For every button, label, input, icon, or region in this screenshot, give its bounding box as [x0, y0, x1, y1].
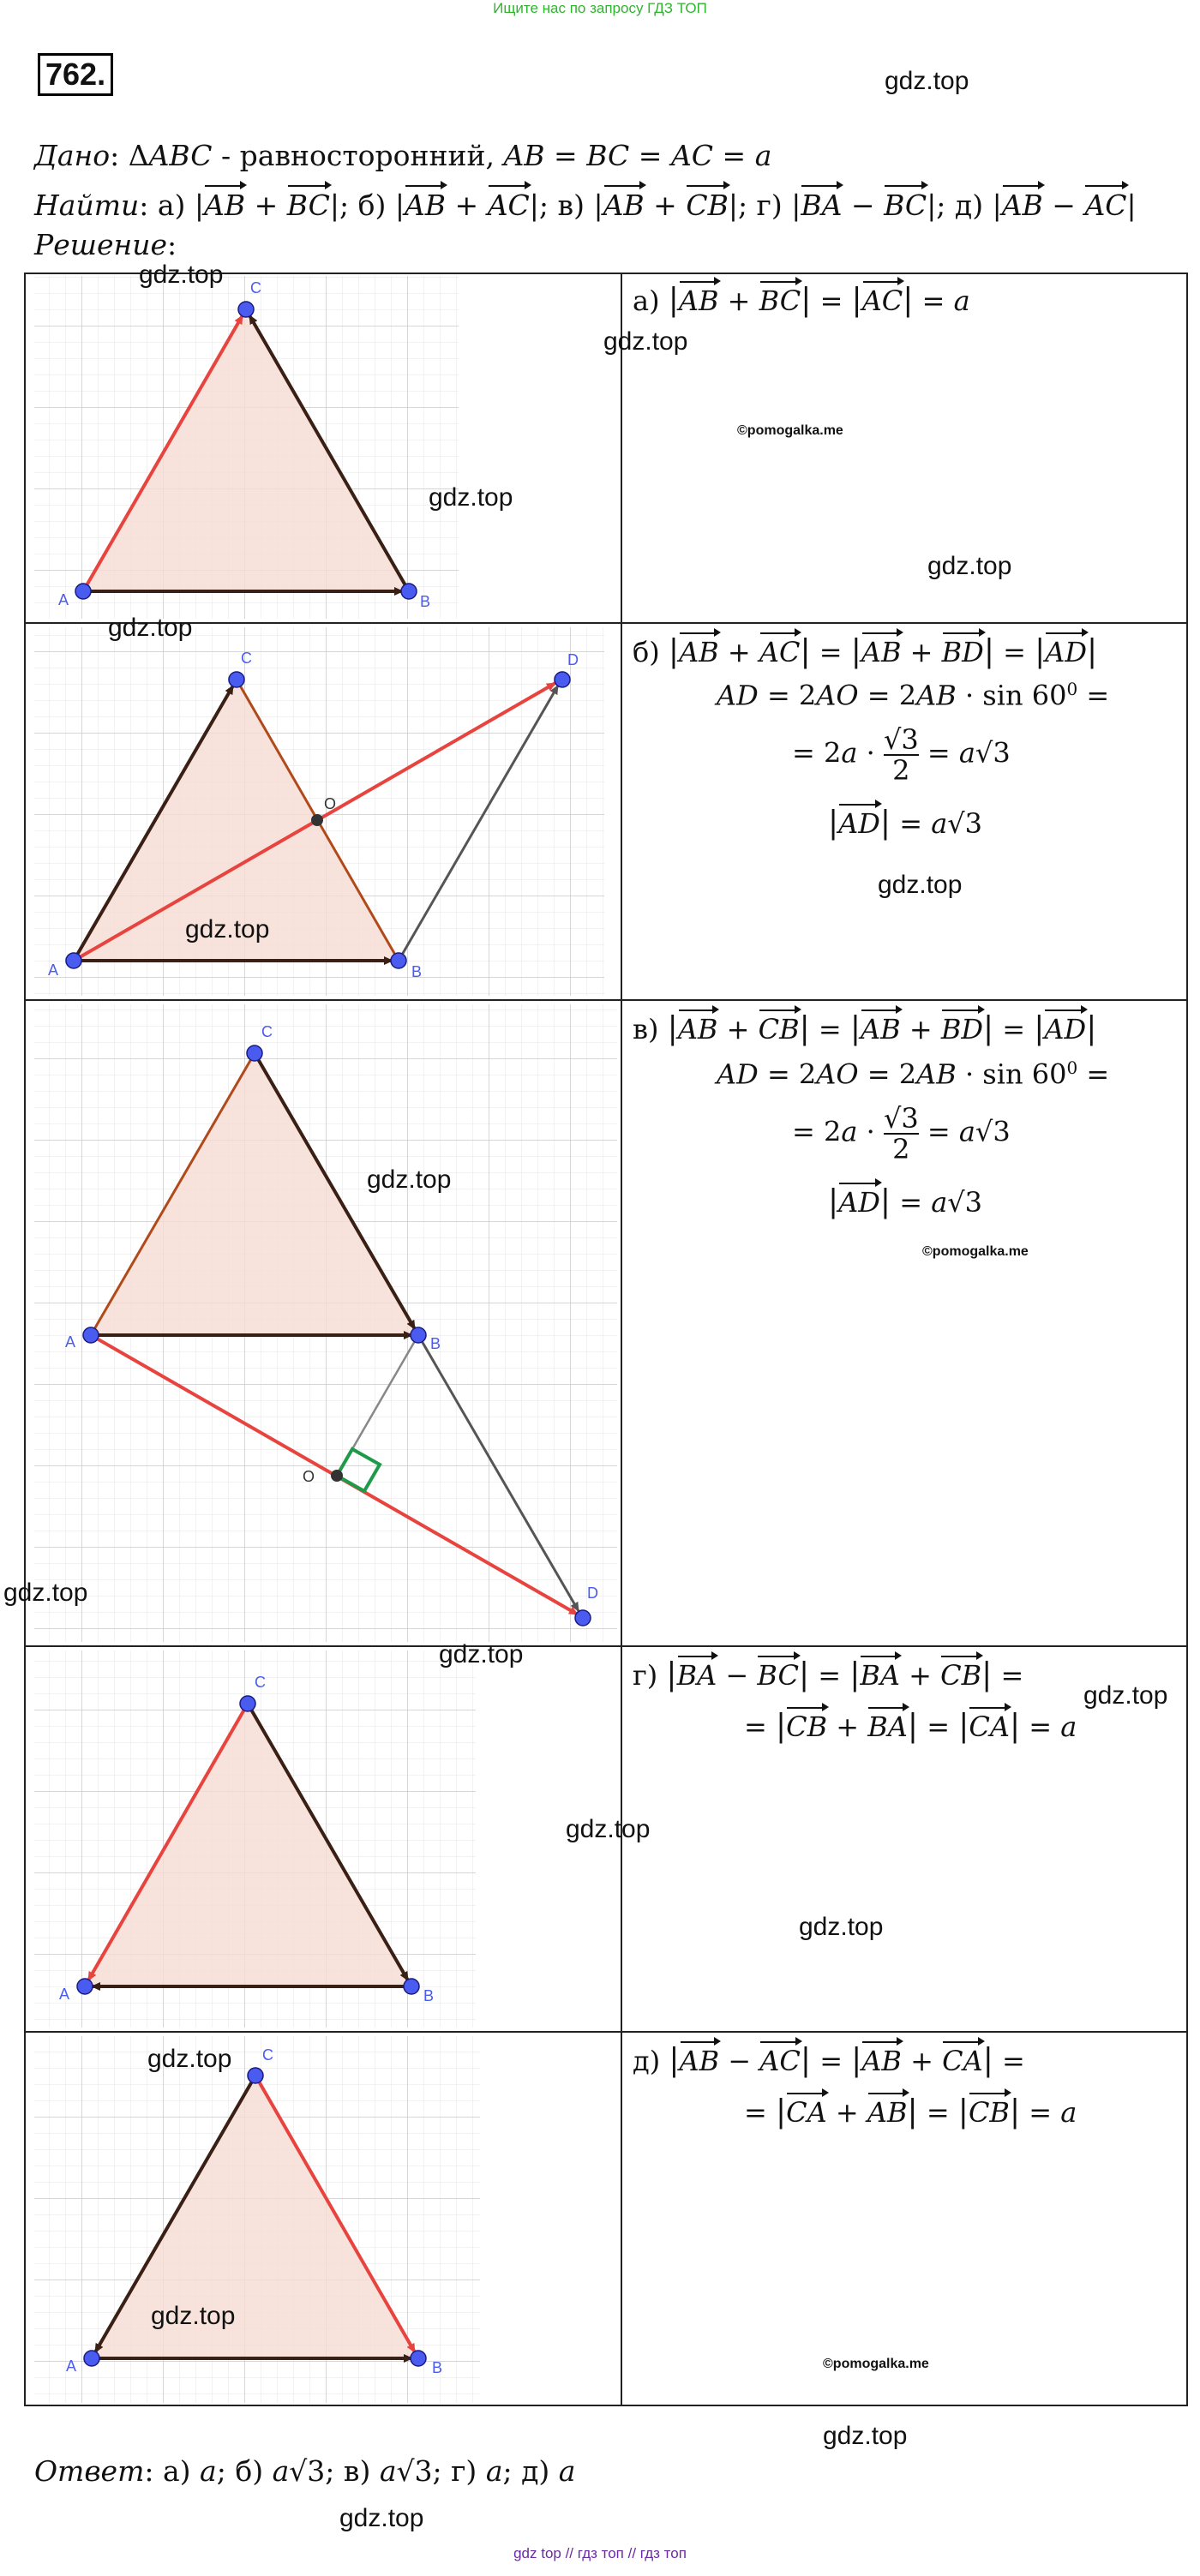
given-line: Дано: ΔABC - равносторонний, AB = BC = AC = a: [34, 139, 772, 172]
watermark: gdz.top: [823, 2422, 908, 2450]
pomogalka-mark: ©pomogalka.me: [823, 2357, 929, 2371]
watermark: gdz.top: [147, 2045, 232, 2073]
figure-a: [34, 276, 459, 619]
given-label: Дано: [34, 139, 111, 172]
part-v-line-4: |AD| = a√3: [828, 1181, 982, 1219]
part-d-line-2: = |CA + AB| = |CB| = a: [744, 2091, 1077, 2130]
svg-text:C: C: [261, 1023, 273, 1040]
svg-text:B: B: [432, 2359, 443, 2376]
part-b-line-4: |AD| = a√3: [828, 802, 982, 841]
watermark: gdz.top: [439, 1640, 524, 1668]
svg-text:C: C: [255, 1674, 266, 1691]
svg-text:A: A: [59, 1986, 70, 2003]
svg-text:C: C: [241, 650, 252, 667]
label-c: C: [250, 279, 261, 297]
watermark: gdz.top: [566, 1815, 651, 1843]
svg-text:D: D: [567, 651, 579, 668]
pomogalka-mark: ©pomogalka.me: [922, 1244, 1029, 1259]
solution-label: Решение: [34, 228, 168, 261]
watermark: gdz.top: [108, 614, 193, 642]
label-a: A: [58, 591, 69, 608]
top-banner[interactable]: Ищите нас по запросу ГДЗ ТОП: [493, 0, 707, 16]
answer-line: Ответ: а) a; б) a√3; в) a√3; г) a; д) a: [34, 2454, 576, 2488]
part-b-line-2: AD = $2AO = 2AB \cdot \sin 60^0$ =: [717, 679, 1110, 712]
part-b-line-1: б) |AB + AC| = |AB + BD| = |AD|: [633, 631, 1097, 669]
watermark: gdz.top: [878, 871, 963, 899]
part-g-line-1: г) |BA − BC| = |BA + CB| =: [633, 1654, 1023, 1692]
part-v-line-2: AD = $2AO = 2AB \cdot \sin 60^0$ =: [717, 1057, 1110, 1091]
svg-text:A: A: [65, 1333, 76, 1351]
part-g-line-2: = |CB + BA| = |CA| = a: [744, 1705, 1077, 1744]
figure-b: [34, 627, 604, 996]
svg-text:B: B: [411, 963, 423, 980]
svg-text:B: B: [423, 1987, 435, 2004]
watermark: gdz.top: [429, 483, 513, 512]
part-v-line-1: в) |AB + CB| = |AB + BD| = |AD|: [633, 1008, 1096, 1046]
solution-label-line: Решение:: [34, 228, 177, 261]
part-d-line-1: д) |AB − AC| = |AB + CA| =: [633, 2040, 1025, 2078]
watermark: gdz.top: [603, 327, 688, 356]
svg-text:A: A: [48, 962, 59, 979]
svg-text:C: C: [262, 2046, 273, 2064]
watermark: gdz.top: [367, 1165, 452, 1194]
watermark: gdz.top: [885, 67, 969, 95]
svg-text:D: D: [587, 1585, 598, 1602]
footer-links[interactable]: gdz top // гдз топ // гдз топ: [513, 2545, 687, 2561]
watermark: gdz.top: [151, 2302, 236, 2330]
watermark: gdz.top: [3, 1579, 88, 1607]
part-a-line-1: а) |AB + BC| = |AC| = a: [633, 279, 970, 318]
svg-text:A: A: [66, 2357, 77, 2375]
find-label: Найти: [34, 189, 140, 222]
watermark: gdz.top: [799, 1913, 884, 1941]
figure-v: [34, 1004, 617, 1642]
task-number: 762.: [38, 53, 113, 96]
figure-g: [34, 1650, 476, 2028]
point-a: [75, 584, 91, 599]
watermark: gdz.top: [339, 2504, 424, 2532]
label-b: B: [420, 593, 431, 610]
watermark: gdz.top: [927, 552, 1012, 580]
pomogalka-mark: ©pomogalka.me: [737, 423, 843, 438]
svg-text:O: O: [324, 795, 337, 812]
figure-d: [34, 2036, 480, 2403]
watermark: gdz.top: [185, 915, 270, 944]
svg-text:B: B: [430, 1335, 441, 1352]
watermark: gdz.top: [139, 261, 224, 289]
answer-label: Ответ: [34, 2454, 145, 2488]
find-line: Найти: а) |AB + BC|; б) |AB + AC|; в) |AB + CB|; г) |BA − BC|; д) |AB − AC|: [34, 183, 1137, 222]
svg-text:O: O: [303, 1468, 315, 1485]
part-v-line-3: = 2a · $\frac{√3}{2}$ = a√3: [792, 1102, 1011, 1165]
point-b: [401, 584, 417, 599]
watermark: gdz.top: [1083, 1681, 1168, 1710]
point-c: [238, 302, 254, 317]
part-b-line-3: = 2a · $\frac{√3}{2}$ = a√3: [792, 723, 1011, 787]
